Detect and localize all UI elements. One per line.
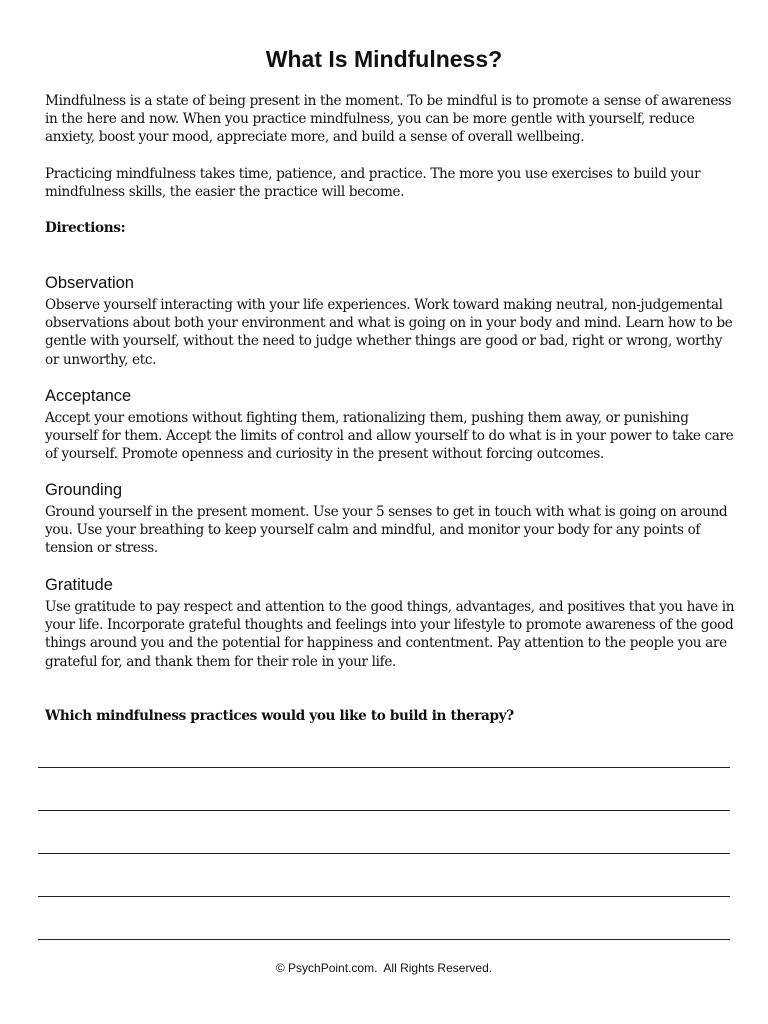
copyright-footer: © PsychPoint.com. All Rights Reserved. <box>275 961 493 975</box>
page-title: What Is Mindfulness? <box>265 46 503 72</box>
section-heading-observation: Observation <box>45 274 134 292</box>
section-body-observation: Observe yourself interacting with your life experiences. Work toward making neutral, non-judgemental observations about both your environment and what is going on in your body and mind. Learn how to be gentle with yourself, without the need to judge whether things are good or bad, right or wrong, worthy or unworthy, etc. <box>45 297 733 368</box>
section-body-gratitude: Use gratitude to pay respect and attention to the good things, advantages, and positives that you have in your life. Incorporate grateful thoughts and feelings into your lifestyle to promote awareness of the good things around you and the potential for happiness and contentment. Pay attention to the people you are grateful for, and thank them for their role in your life. <box>45 599 735 670</box>
reflection-question: Which mindfulness practices would you like to build in therapy? <box>45 708 514 724</box>
answer-line-3[interactable] <box>38 853 730 854</box>
directions-label: Directions: <box>45 220 126 236</box>
answer-line-1[interactable] <box>38 767 730 768</box>
section-heading-grounding: Grounding <box>45 481 123 499</box>
section-body-acceptance: Accept your emotions without fighting them, rationalizing them, pushing them away, or punishing yourself for them. Accept the limits of control and allow yourself to do what is in your power to take care of yourself. Promote openness and curiosity in the present without forcing outcomes. <box>45 410 734 463</box>
answer-line-2[interactable] <box>38 810 730 811</box>
answer-line-5[interactable] <box>38 939 730 940</box>
section-body-grounding: Ground yourself in the present moment. Use your 5 senses to get in touch with what is going on around you. Use your breathing to keep yourself calm and mindful, and monitor your body for any points of tension or stress. <box>45 504 728 557</box>
answer-line-4[interactable] <box>38 896 730 897</box>
intro-paragraph-1: Mindfulness is a state of being present in the moment. To be mindful is to promote a sense of awareness in the here and now. When you practice mindfulness, you can be more gentle with yourself, reduce anxiety, boost your mood, appreciate more, and build a sense of overall wellbeing. <box>45 93 732 146</box>
intro-paragraph-2: Practicing mindfulness takes time, patience, and practice. The more you use exercises to build your mindfulness skills, the easier the practice will become. <box>45 166 701 201</box>
section-heading-gratitude: Gratitude <box>45 576 113 594</box>
section-heading-acceptance: Acceptance <box>45 387 132 405</box>
